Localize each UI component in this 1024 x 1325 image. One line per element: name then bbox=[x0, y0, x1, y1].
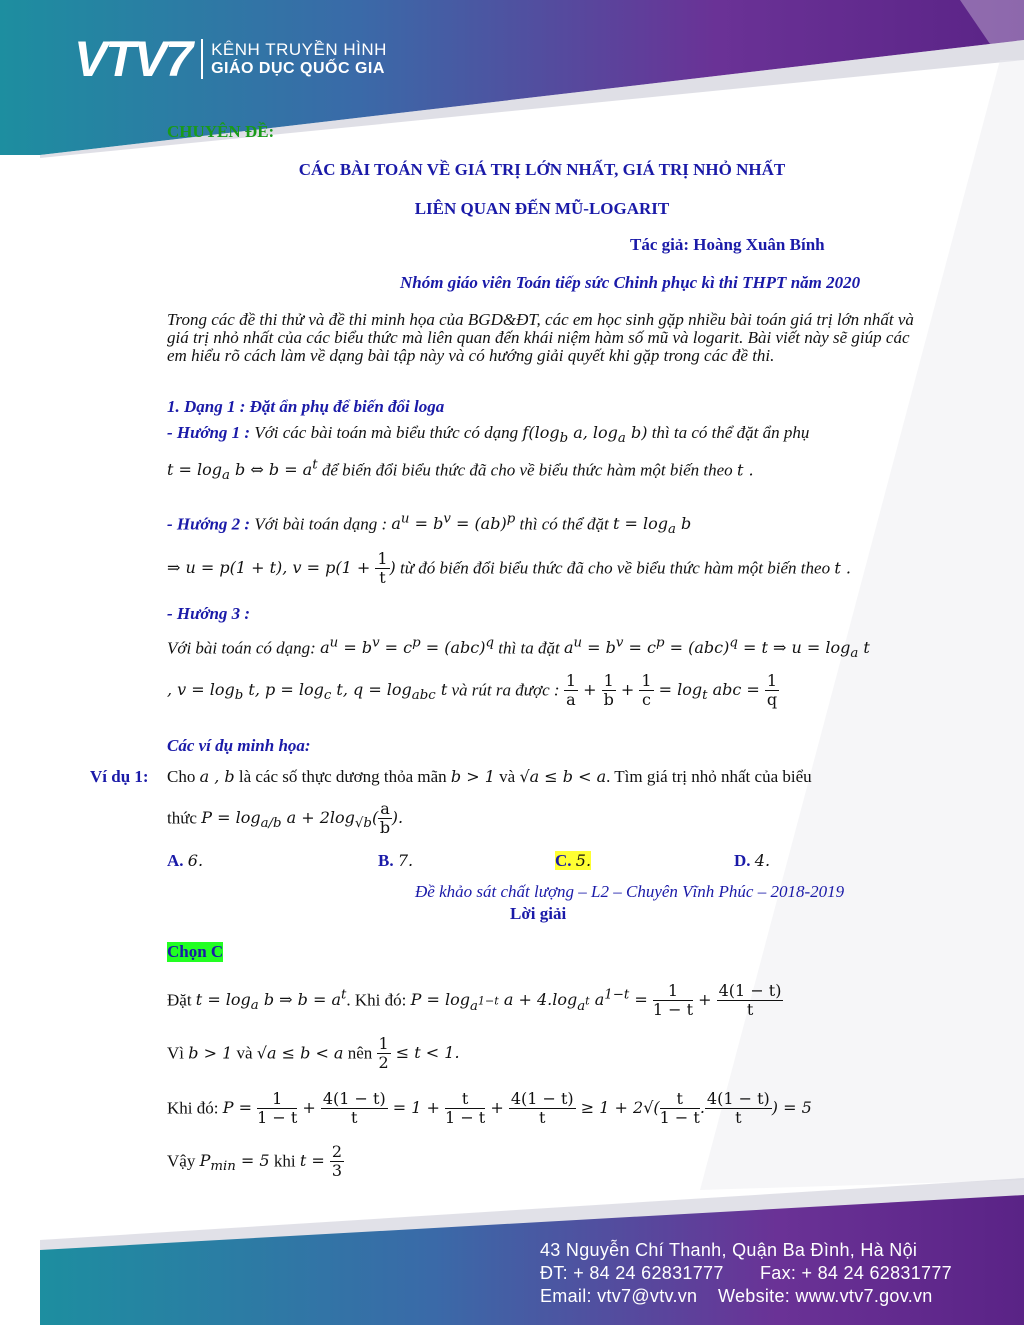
solution-line2 bbox=[167, 1035, 460, 1073]
huong1-line1 bbox=[167, 423, 809, 446]
option-d-value: 4 bbox=[754, 851, 765, 870]
option-d-label: D. bbox=[734, 851, 751, 870]
huong1-tail: thì ta có thể đặt ẩn phụ bbox=[651, 423, 810, 442]
ex1-text4: . Tìm giá trị nhỏ nhất của biểu bbox=[606, 767, 812, 786]
huong1-text: Với các bài toán mà biểu thức có dạng bbox=[254, 423, 519, 442]
title-line1: CÁC BÀI TOÁN VỀ GIÁ TRỊ LỚN NHẤT, GIÁ TRỊ NHỎ NHẤT bbox=[298, 160, 786, 179]
option-c-highlight bbox=[555, 851, 591, 870]
s4-min: $P_{min} = 5$ bbox=[199, 1151, 270, 1175]
huong3-label: - Hướng 3 : bbox=[167, 604, 251, 623]
huong2-substitution: $t = \log_a b$ bbox=[612, 514, 692, 538]
ex1-text3: và bbox=[499, 767, 516, 786]
s2-a: Vì bbox=[167, 1043, 184, 1063]
huong1-label: - Hướng 1 : bbox=[167, 423, 251, 442]
logo-line1: KÊNH TRUYỀN HÌNH bbox=[211, 39, 387, 59]
solution-label: Lời giải bbox=[510, 904, 567, 923]
s2-cond2: √a ≤ b < a bbox=[256, 1043, 344, 1063]
option-a bbox=[167, 851, 203, 871]
option-a-value: 6 bbox=[187, 851, 198, 870]
option-c bbox=[555, 851, 591, 871]
huong2-formula: $a^u = b^v = (ab)^p$ bbox=[391, 512, 516, 534]
huong1-line2-tail: để biến đổi biểu thức đã cho về biểu thức hàm một biến theo bbox=[321, 460, 733, 480]
answer-choice: Chọn C bbox=[167, 942, 224, 961]
huong1-formula: $f(\log_b$ a, $\log_a b$) bbox=[522, 423, 648, 447]
example1-line1 bbox=[167, 767, 812, 787]
huong3-line2 bbox=[167, 672, 779, 710]
logo-mark: VTV7 bbox=[74, 31, 192, 87]
option-a-label: A. bbox=[167, 851, 184, 870]
title-line2: LIÊN QUAN ĐẾN MŨ-LOGARIT bbox=[414, 199, 670, 218]
variable-t: t . bbox=[834, 558, 851, 578]
solution-line3 bbox=[167, 1090, 812, 1128]
option-c-label: C. bbox=[555, 851, 572, 870]
huong3-mid: thì ta đặt bbox=[498, 638, 560, 658]
ex1-cond1: b > 1 bbox=[450, 767, 495, 786]
author: Tác giả: Hoàng Xuân Bính bbox=[630, 235, 825, 254]
ex1-cond2: √a ≤ b < a bbox=[519, 767, 607, 786]
huong2-line1 bbox=[167, 512, 691, 538]
huong3-logs: , $v = \log_b t$, $p = \log_c t$, $q = \log_{abc} t$ bbox=[167, 680, 448, 704]
footer-phone: ĐT: + 84 24 62831777 bbox=[540, 1263, 724, 1283]
s2-result: $\frac{1}{2}$ ≤ t < 1. bbox=[378, 1034, 460, 1073]
examples-heading: Các ví dụ minh họa: bbox=[167, 736, 311, 755]
footer-address: 43 Nguyễn Chí Thanh, Quận Ba Đình, Hà Nội bbox=[540, 1240, 918, 1260]
option-a-dot: . bbox=[197, 851, 204, 870]
huong3-identity: $\frac{1}{a}$ + $\frac{1}{b}$ + $\frac{1}{c}$ = $\log_t$ abc = $\frac{1}{q}$ bbox=[565, 671, 778, 710]
huong2-result: ⇒ u = p(1 + t), v = p(1 + $\frac{1}{t}$ ) bbox=[167, 549, 396, 588]
ex1-text5: thức bbox=[167, 808, 197, 828]
option-b-value: 7 bbox=[397, 851, 409, 870]
huong3-formula: $a^u = b^v = c^p = (abc)^q$ bbox=[320, 636, 495, 658]
ex1-expression: $P = \log_{a/b} a + 2\log_{√b}$( $\frac{a}{b}$ ). bbox=[201, 799, 404, 838]
teacher-group: Nhóm giáo viên Toán tiếp sức Chinh phục kì thi THPT năm 2020 bbox=[400, 273, 861, 292]
s3-formula: P = $\frac{1}{1 - t}$ + $\frac{4(1 - t)}{t}$ = 1 + $\frac{t}{1 - t}$ + $\frac{4(1 - t)}{t}$ ≥ 1 + 2√( $\frac{t}{1 - t}$ . $\frac{4(1 - t)}{t}$ ) = 5 bbox=[222, 1089, 812, 1128]
footer-website[interactable]: Website: www.vtv7.gov.vn bbox=[718, 1286, 933, 1306]
huong2-line2-tail: từ đó biến đổi biểu thức đã cho về biểu thức hàm một biến theo bbox=[400, 558, 831, 578]
huong3-line2-tail: và rút ra được : bbox=[451, 680, 560, 700]
section1-heading: 1. Dạng 1 : Đặt ẩn phụ để biến đổi loga bbox=[167, 397, 445, 416]
topic-label: CHUYÊN ĐỀ: bbox=[167, 122, 275, 141]
s1-b: . Khi đó: bbox=[346, 990, 407, 1010]
option-b bbox=[378, 851, 413, 871]
footer-email[interactable]: Email: vtv7@vtv.vn bbox=[540, 1286, 698, 1306]
option-c-value: 5 bbox=[575, 851, 586, 870]
s1-a: Đặt bbox=[167, 990, 192, 1010]
huong2-text: Với bài toán dạng : bbox=[254, 514, 388, 534]
huong3-text: Với bài toán có dạng: bbox=[167, 638, 316, 658]
huong2-line2 bbox=[167, 550, 851, 588]
ex1-vars: a , b bbox=[199, 767, 235, 786]
option-d-dot: . bbox=[764, 851, 771, 870]
huong2-label: - Hướng 2 : bbox=[167, 514, 251, 534]
option-b-dot: . bbox=[408, 851, 414, 870]
example1-label: Ví dụ 1: bbox=[90, 767, 149, 786]
huong1-substitution: $t = \log_a b$ ⇔ $b = a^t$ bbox=[167, 458, 318, 484]
huong1-line2 bbox=[167, 458, 754, 484]
example1-line2 bbox=[167, 800, 403, 838]
variable-t: t . bbox=[736, 460, 754, 480]
footer-fax: Fax: + 84 24 62831777 bbox=[760, 1263, 952, 1283]
ex1-text2: là các số thực dương thỏa mãn bbox=[238, 767, 447, 786]
option-c-dot: . bbox=[585, 851, 592, 870]
option-b-label: B. bbox=[378, 851, 394, 870]
s1-sub: $t = \log_a b$ ⇒ $b = a^t$ bbox=[195, 988, 347, 1014]
footer-banner bbox=[0, 1170, 1024, 1325]
intro-paragraph: Trong các đề thi thử và đề thi minh họa của BGD&ĐT, các em học sinh gặp nhiều bài toán giá trị lớn nhất và giá trị nhỏ nhất của các biểu thức mà liên quan đến khái niệm hàm số mũ và logarit. Bài viết này sẽ giúp các em hiểu rõ cách làm về dạng bài tập này và có hướng giải quyết khi gặp trong các đề thi. bbox=[167, 310, 914, 365]
huong2-tail: thì có thể đặt bbox=[519, 514, 609, 534]
s4-a: Vậy bbox=[167, 1151, 196, 1171]
s2-c: nên bbox=[347, 1043, 373, 1063]
s3-a: Khi đó: bbox=[167, 1098, 219, 1118]
huong3-substitution: $a^u = b^v = c^p = (abc)^q = t$ ⇒ $u = \log_a t$ bbox=[563, 636, 870, 662]
s2-b: và bbox=[236, 1043, 253, 1063]
logo-line2: GIÁO DỤC QUỐC GIA bbox=[211, 59, 385, 77]
s2-cond1: b > 1 bbox=[188, 1043, 233, 1063]
s4-b: khi bbox=[273, 1151, 296, 1171]
solution-line1 bbox=[167, 982, 783, 1020]
ex1-text1: Cho bbox=[167, 767, 196, 786]
s4-t: t = $\frac{2}{3}$ bbox=[299, 1142, 343, 1181]
huong3-line1 bbox=[167, 636, 870, 662]
s1-formula: $P = \log_{a^{1-t}} a + 4.\log_{a^t}$ $a^{1-t}$ = $\frac{1}{1 - t}$ + $\frac{4(1 - t)}{t}$ bbox=[410, 981, 782, 1020]
option-d bbox=[734, 851, 770, 871]
example-source: Đề khảo sát chất lượng – L2 – Chuyên Vĩnh Phúc – 2018-2019 bbox=[415, 882, 845, 901]
